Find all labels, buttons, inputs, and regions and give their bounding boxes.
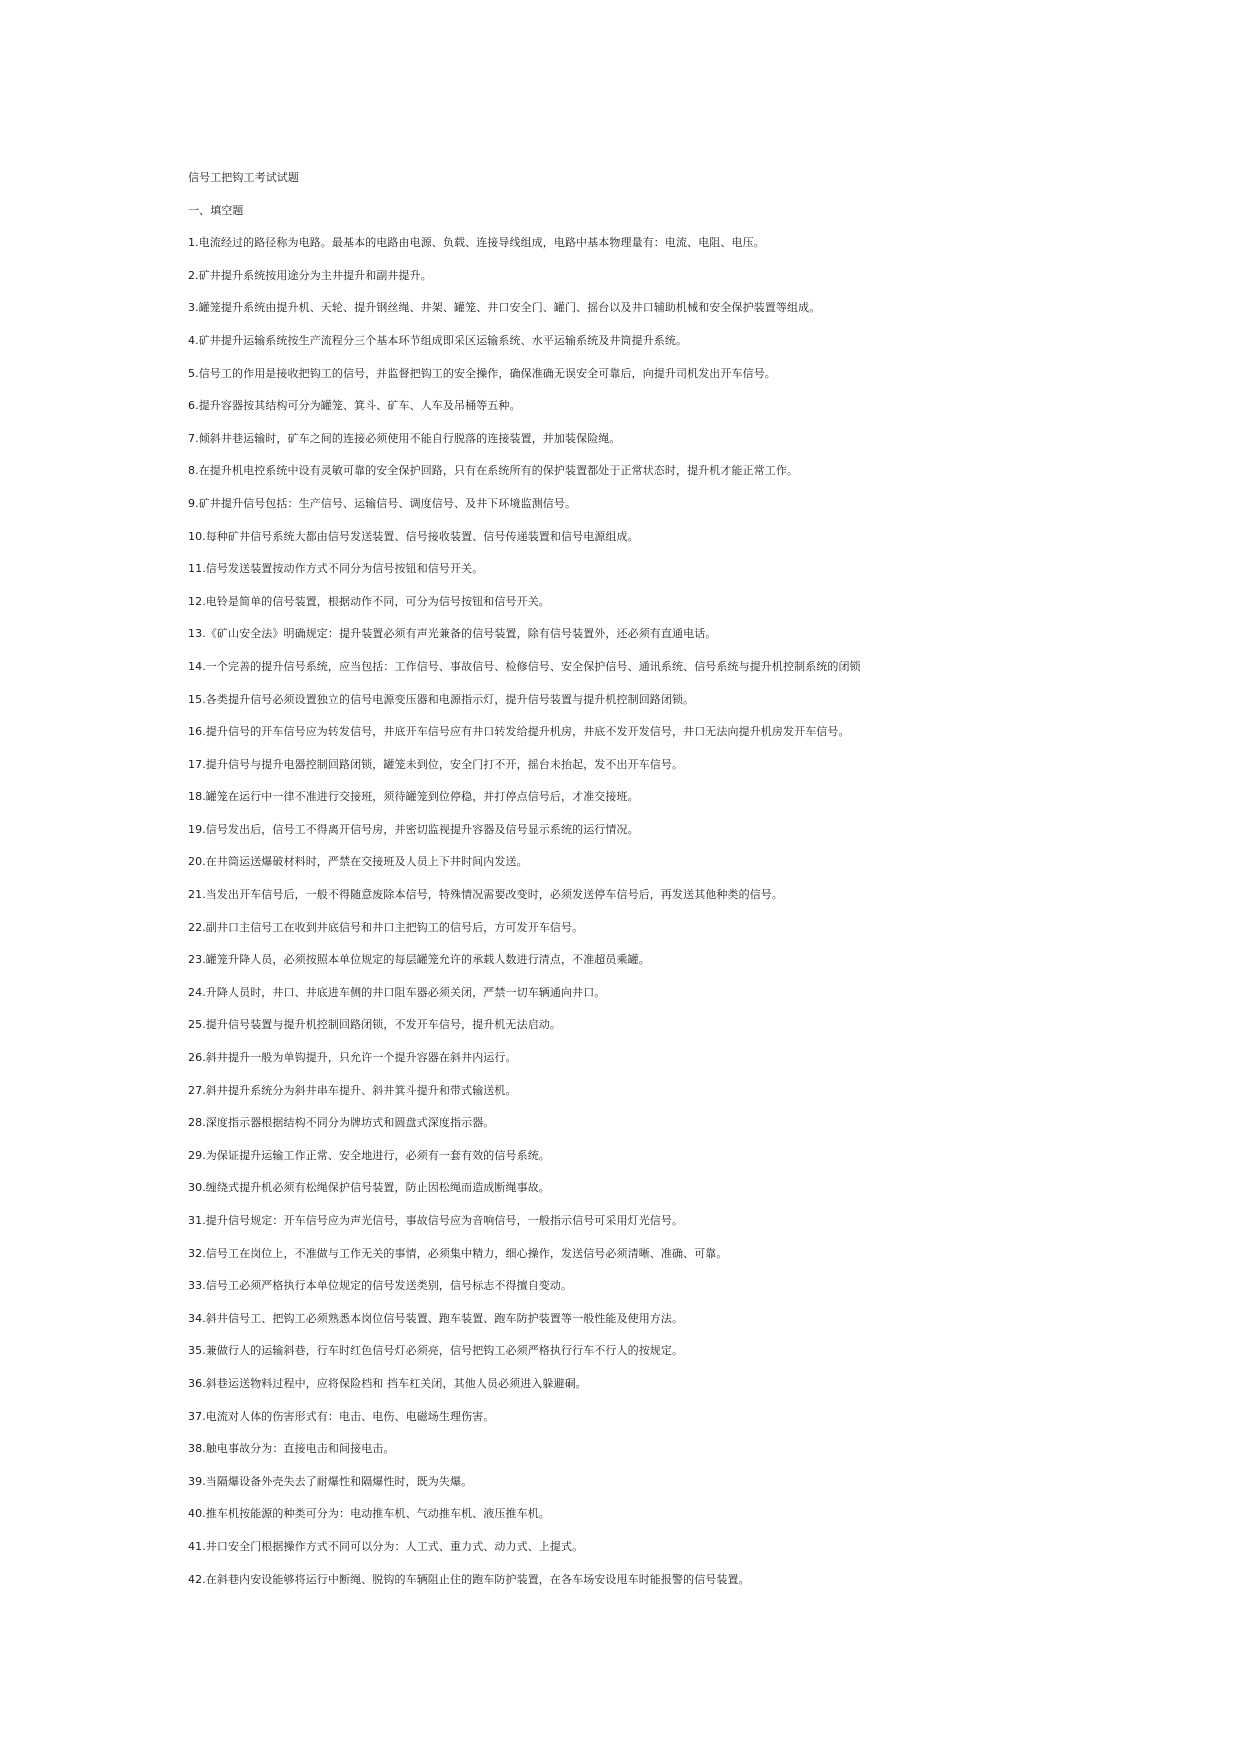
list-item: 21.当发出开车信号后，一般不得随意废除本信号，特殊情况需要改变时，必须发送停车信号后，再发送其他种类的信号。 xyxy=(188,888,783,902)
list-item: 15.各类提升信号必须设置独立的信号电源变压器和电源指示灯，提升信号装置与提升机控制回路闭锁。 xyxy=(188,692,695,706)
list-item: 26.斜井提升一般为单钩提升，只允许一个提升容器在斜井内运行。 xyxy=(188,1051,517,1065)
list-item: 12.电铃是简单的信号装置，根据动作不同，可分为信号按钮和信号开关。 xyxy=(188,594,550,608)
list-item: 39.当隔爆设备外壳失去了耐爆性和隔爆性时，既为失爆。 xyxy=(188,1474,473,1488)
list-item: 33.信号工必须严格执行本单位规定的信号发送类别，信号标志不得擅自变动。 xyxy=(188,1279,573,1293)
list-item: 25.提升信号装置与提升机控制回路闭锁，不发开车信号，提升机无法启动。 xyxy=(188,1018,561,1032)
list-item: 8.在提升机电控系统中设有灵敏可靠的安全保护回路，只有在系统所有的保护装置都处于正常状态时，提升机才能正常工作。 xyxy=(188,464,799,478)
list-item: 37.电流对人体的伤害形式有：电击、电伤、电磁场生理伤害。 xyxy=(188,1409,495,1423)
list-item: 35.兼做行人的运输斜巷，行车时红色信号灯必须亮，信号把钩工必须严格执行行车不行人的按规定。 xyxy=(188,1344,684,1358)
list-item: 5.信号工的作用是接收把钩工的信号，并监督把钩工的安全操作，确保准确无误安全可靠后，向提升司机发出开车信号。 xyxy=(188,366,776,380)
list-item: 22.副井口主信号工在收到井底信号和井口主把钩工的信号后，方可发开车信号。 xyxy=(188,920,584,934)
list-item: 30.缠绕式提升机必须有松绳保护信号装置，防止因松绳而造成断绳事故。 xyxy=(188,1181,550,1195)
list-item: 36.斜巷运送物料过程中，应将保险档和 挡车杠关闭，其他人员必须进入躲避硐。 xyxy=(188,1376,587,1390)
list-item: 38.触电事故分为：直接电击和间接电击。 xyxy=(188,1442,395,1456)
list-item: 40.推车机按能源的种类可分为：电动推车机、气动推车机、液压推车机。 xyxy=(188,1507,550,1521)
list-item: 3.罐笼提升系统由提升机、天轮、提升钢丝绳、井架、罐笼、井口安全门、罐门、摇台以及井口辅助机械和安全保护装置等组成。 xyxy=(188,301,821,315)
list-item: 18.罐笼在运行中一律不准进行交接班，须待罐笼到位停稳，并打停点信号后，才准交接班。 xyxy=(188,790,639,804)
list-item: 20.在井筒运送爆破材料时，严禁在交接班及人员上下井时间内发送。 xyxy=(188,855,528,869)
list-item: 32.信号工在岗位上，不准做与工作无关的事情，必须集中精力，细心操作，发送信号必须清晰、准确、可靠。 xyxy=(188,1246,728,1260)
list-item: 19.信号发出后，信号工不得离开信号房，并密切监视提升容器及信号显示系统的运行情况。 xyxy=(188,822,639,836)
list-item: 29.为保证提升运输工作正常、安全地进行，必须有一套有效的信号系统。 xyxy=(188,1148,550,1162)
list-item: 10.每种矿井信号系统大都由信号发送装置、信号接收装置、信号传递装置和信号电源组成。 xyxy=(188,529,639,543)
list-item: 31.提升信号规定：开车信号应为声光信号，事故信号应为音响信号，一般指示信号可采用灯光信号。 xyxy=(188,1214,684,1227)
list-item: 28.深度指示器根据结构不同分为牌坊式和圆盘式深度指示器。 xyxy=(188,1116,495,1130)
list-item: 9.矿井提升信号包括：生产信号、运输信号、调度信号、及井下环境监测信号。 xyxy=(188,496,577,510)
list-item: 34.斜井信号工、把钩工必须熟悉本岗位信号装置、跑车装置、跑车防护装置等一般性能及使用方法。 xyxy=(188,1311,684,1325)
question-list xyxy=(188,235,1188,1587)
list-item: 23.罐笼升降人员，必须按照本单位规定的每层罐笼允许的承载人数进行清点，不准超员乘罐。 xyxy=(188,953,650,967)
list-item: 6.提升容器按其结构可分为罐笼、箕斗、矿车、人车及吊桶等五种。 xyxy=(188,399,521,413)
list-item: 27.斜井提升系统分为斜井串车提升、斜井箕斗提升和带式输送机。 xyxy=(188,1083,517,1097)
list-item: 41.井口安全门根据操作方式不同可以分为：人工式、重力式、动力式、上提式。 xyxy=(188,1539,584,1553)
list-item: 4.矿井提升运输系统按生产流程分三个基本环节组成即采区运输系统、水平运输系统及井筒提升系统。 xyxy=(188,333,688,347)
list-item: 17.提升信号与提升电器控制回路闭锁，罐笼未到位，安全门打不开，摇台未抬起，发不出开车信号。 xyxy=(188,757,684,771)
list-item: 42.在斜巷内安设能够将运行中断绳、脱钩的车辆阻止住的跑车防护装置，在各车场安设甩车时能报警的信号装置。 xyxy=(188,1572,750,1586)
list-item: 16.提升信号的开车信号应为转发信号，井底开车信号应有井口转发给提升机房，井底不发开发信号，井口无法向提升机房发开车信号。 xyxy=(188,725,850,739)
list-item: 1.电流经过的路径称为电路。最基本的电路由电源、负载、连接导线组成，电路中基本物理量有：电流、电阻、电压。 xyxy=(188,236,765,250)
list-item: 7.倾斜井巷运输时，矿车之间的连接必须使用不能自行脱落的连接装置，并加装保险绳。 xyxy=(188,431,621,445)
list-item: 14.一个完善的提升信号系统，应当包括：工作信号、事故信号、检修信号、安全保护信号、通讯系统、信号系统与提升机控制系统的闭锁 xyxy=(188,659,861,673)
list-item: 11.信号发送装置按动作方式不同分为信号按钮和信号开关。 xyxy=(188,562,484,576)
document-title: 信号工把钩工考试试题 xyxy=(188,171,299,184)
list-item: 24.升降人员时，井口、井底进车侧的井口阻车器必须关闭，严禁一切车辆通向井口。 xyxy=(188,985,606,999)
list-item: 13.《矿山安全法》明确规定：提升装置必须有声光兼备的信号装置，除有信号装置外，还必须有直通电话。 xyxy=(188,627,717,641)
document-body xyxy=(188,170,1188,1604)
section-heading: 一、填空题 xyxy=(188,203,244,217)
list-item: 2.矿井提升系统按用途分为主井提升和副井提升。 xyxy=(188,268,432,282)
